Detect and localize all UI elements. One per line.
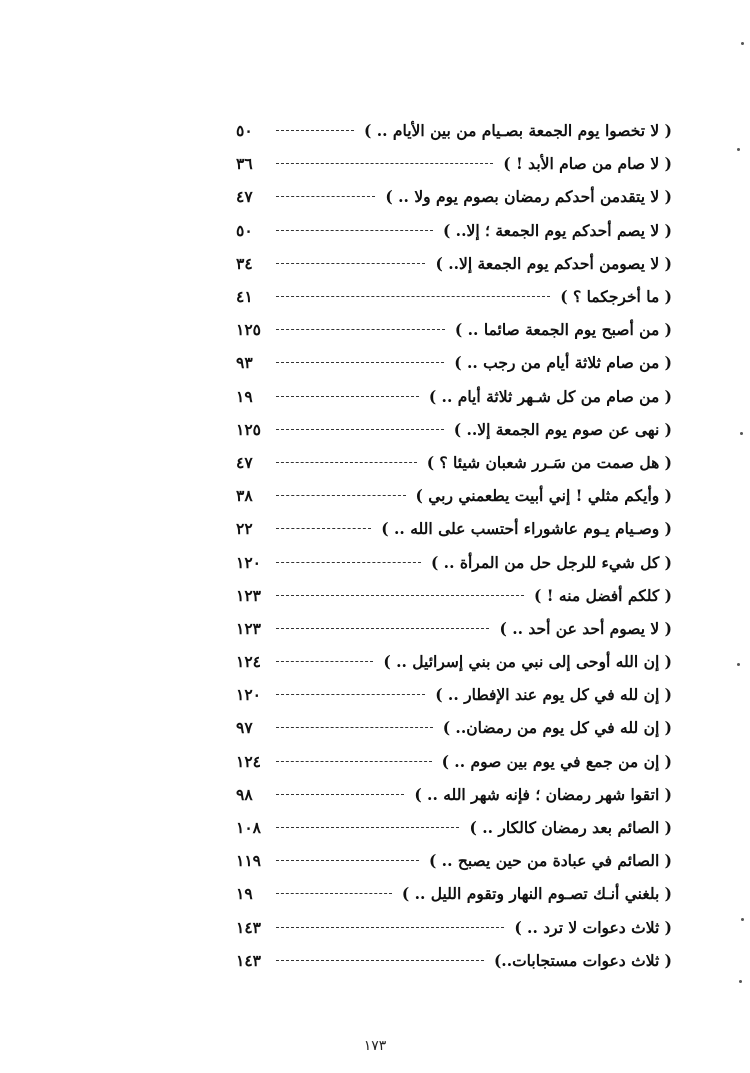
dotted-leader [276,860,419,861]
index-entry [236,114,672,147]
entry-page-number: ٤٧ [236,452,253,472]
index-entry [236,545,672,578]
index-entry [236,811,672,844]
entry-page-number: ٩٧ [236,718,253,738]
entry-page-number: ١٢٥ [236,320,261,340]
dotted-leader [276,230,433,231]
entry-text: ( اتقوا شهر رمضان ؛ فإنه شهر الله .. ) [414,784,672,804]
entry-text: ( لا يصومن أحدكم يوم الجمعة إلا.. ) [435,253,672,273]
index-entry [236,778,672,811]
entry-text: ( الصائم في عبادة من حين يصبح .. ) [428,851,672,871]
scan-speck [740,432,743,435]
entry-page-number: ١٠٨ [236,818,261,838]
dotted-leader [276,661,373,662]
dotted-leader [276,761,432,762]
index-entry [236,479,672,512]
entry-text: ( الصائم بعد رمضان كالكار .. ) [469,818,672,838]
index-entry [236,745,672,778]
index-entry [236,214,672,247]
entry-text: ( وصـيام يـوم عاشوراء أحتسب على الله .. ) [381,519,672,539]
entry-page-number: ١٢٤ [236,751,261,771]
entry-page-number: ١٢٠ [236,685,261,705]
entry-page-number: ٩٣ [236,353,253,373]
entry-page-number: ١٢٠ [236,552,261,572]
index-entry [236,380,672,413]
dotted-leader [276,727,433,728]
dotted-leader [276,794,404,795]
dotted-leader [276,429,444,430]
entry-page-number: ١٢٤ [236,652,261,672]
entry-page-number: ١٤٣ [236,950,261,970]
entry-page-number: ٥٠ [236,220,253,240]
entry-text: ( لا تخصوا يوم الجمعة بصـيام من بين الأيام .. ) [363,121,672,141]
index-entry [236,678,672,711]
index-entry [236,147,672,180]
entry-page-number: ١٤٣ [236,917,261,937]
dotted-leader [276,396,419,397]
entry-text: ( إن من جمع في يوم بين صوم .. ) [441,751,672,771]
entry-page-number: ٣٤ [236,253,253,273]
index-entry [236,579,672,612]
entry-text: ( بلغني أنـك تصـوم النهار وتقوم الليل .. ) [401,884,672,904]
index-entry [236,911,672,944]
index-entry [236,612,672,645]
dotted-leader [276,628,489,629]
dotted-leader [276,163,493,164]
index-entry [236,512,672,545]
entry-text: ( ثلاث دعوات لا ترد .. ) [514,917,672,937]
entry-page-number: ٩٨ [236,784,253,804]
entry-text: ( وأيكم مثلي ! إني أبيت يطعمني ربي ) [415,486,672,506]
index-entry [236,247,672,280]
entry-text: ( إن الله أوحى إلى نبي من بني إسرائيل .. ) [383,652,672,672]
entry-text: ( كلكم أفضل منه ! ) [533,585,672,605]
dotted-leader [276,528,371,529]
entry-text: ( لا يصوم أحد عن أحد .. ) [499,618,672,638]
entry-text: ( إن لله في كل يوم عند الإفطار .. ) [435,685,672,705]
dotted-leader [276,362,444,363]
entry-page-number: ١٢٣ [236,618,261,638]
dotted-leader [276,196,375,197]
scan-speck [741,42,744,45]
entry-page-number: ٤٧ [236,187,253,207]
index-entry [236,944,672,977]
index-entry [236,645,672,678]
scan-speck [741,918,744,921]
entry-page-number: ٢٢ [236,519,253,539]
dotted-leader [276,595,524,596]
dotted-leader [276,130,354,131]
dotted-leader [276,495,406,496]
scan-speck [739,980,742,983]
dotted-leader [276,296,550,297]
dotted-leader [276,827,459,828]
entry-page-number: ٥٠ [236,121,253,141]
entry-page-number: ٣٨ [236,486,253,506]
hadith-index-list [236,114,672,977]
entry-text: ( لا صام من صام الأبد ! ) [503,154,672,174]
entry-page-number: ٤١ [236,287,253,307]
entry-text: ( لا يتقدمن أحدكم رمضان بصوم يوم ولا .. ) [385,187,672,207]
entry-page-number: ٣٦ [236,154,253,174]
entry-text: ( لا يصم أحدكم يوم الجمعة ؛ إلا.. ) [442,220,672,240]
dotted-leader [276,694,425,695]
entry-page-number: ١٢٥ [236,419,261,439]
dotted-leader [276,562,421,563]
entry-text: ( نهى عن صوم يوم الجمعة إلا.. ) [453,419,672,439]
index-entry [236,180,672,213]
dotted-leader [276,960,484,961]
scan-speck [737,663,740,666]
index-entry [236,280,672,313]
index-entry [236,711,672,744]
index-entry [236,844,672,877]
entry-text: ( ثلاث دعوات مستجابات..) [493,950,672,970]
entry-page-number: ١١٩ [236,851,261,871]
entry-page-number: ١٩ [236,386,253,406]
dotted-leader [276,462,417,463]
index-entry [236,313,672,346]
entry-text: ( من صام من كل شـهر ثلاثة أيام .. ) [428,386,672,406]
entry-text: ( من أصبح يوم الجمعة صائما .. ) [454,320,672,340]
dotted-leader [276,329,445,330]
dotted-leader [276,263,425,264]
scan-speck [737,148,740,151]
index-entry [236,413,672,446]
index-entry [236,346,672,379]
entry-text: ( كل شيء للرجل حل من المرأة .. ) [430,552,672,572]
index-entry [236,877,672,910]
entry-page-number: ١٩ [236,884,253,904]
page-footer-number: ١٧٣ [363,1038,387,1054]
dotted-leader [276,893,392,894]
entry-text: ( ما أخرجكما ؟ ) [560,287,672,307]
entry-text: ( من صام ثلاثة أيام من رجب .. ) [454,353,672,373]
entry-text: ( إن لله في كل يوم من رمضان.. ) [442,718,672,738]
entry-page-number: ١٢٣ [236,585,261,605]
index-entry [236,446,672,479]
dotted-leader [276,927,504,928]
entry-text: ( هل صمت من سَـرر شعبان شيئا ؟ ) [426,452,672,472]
